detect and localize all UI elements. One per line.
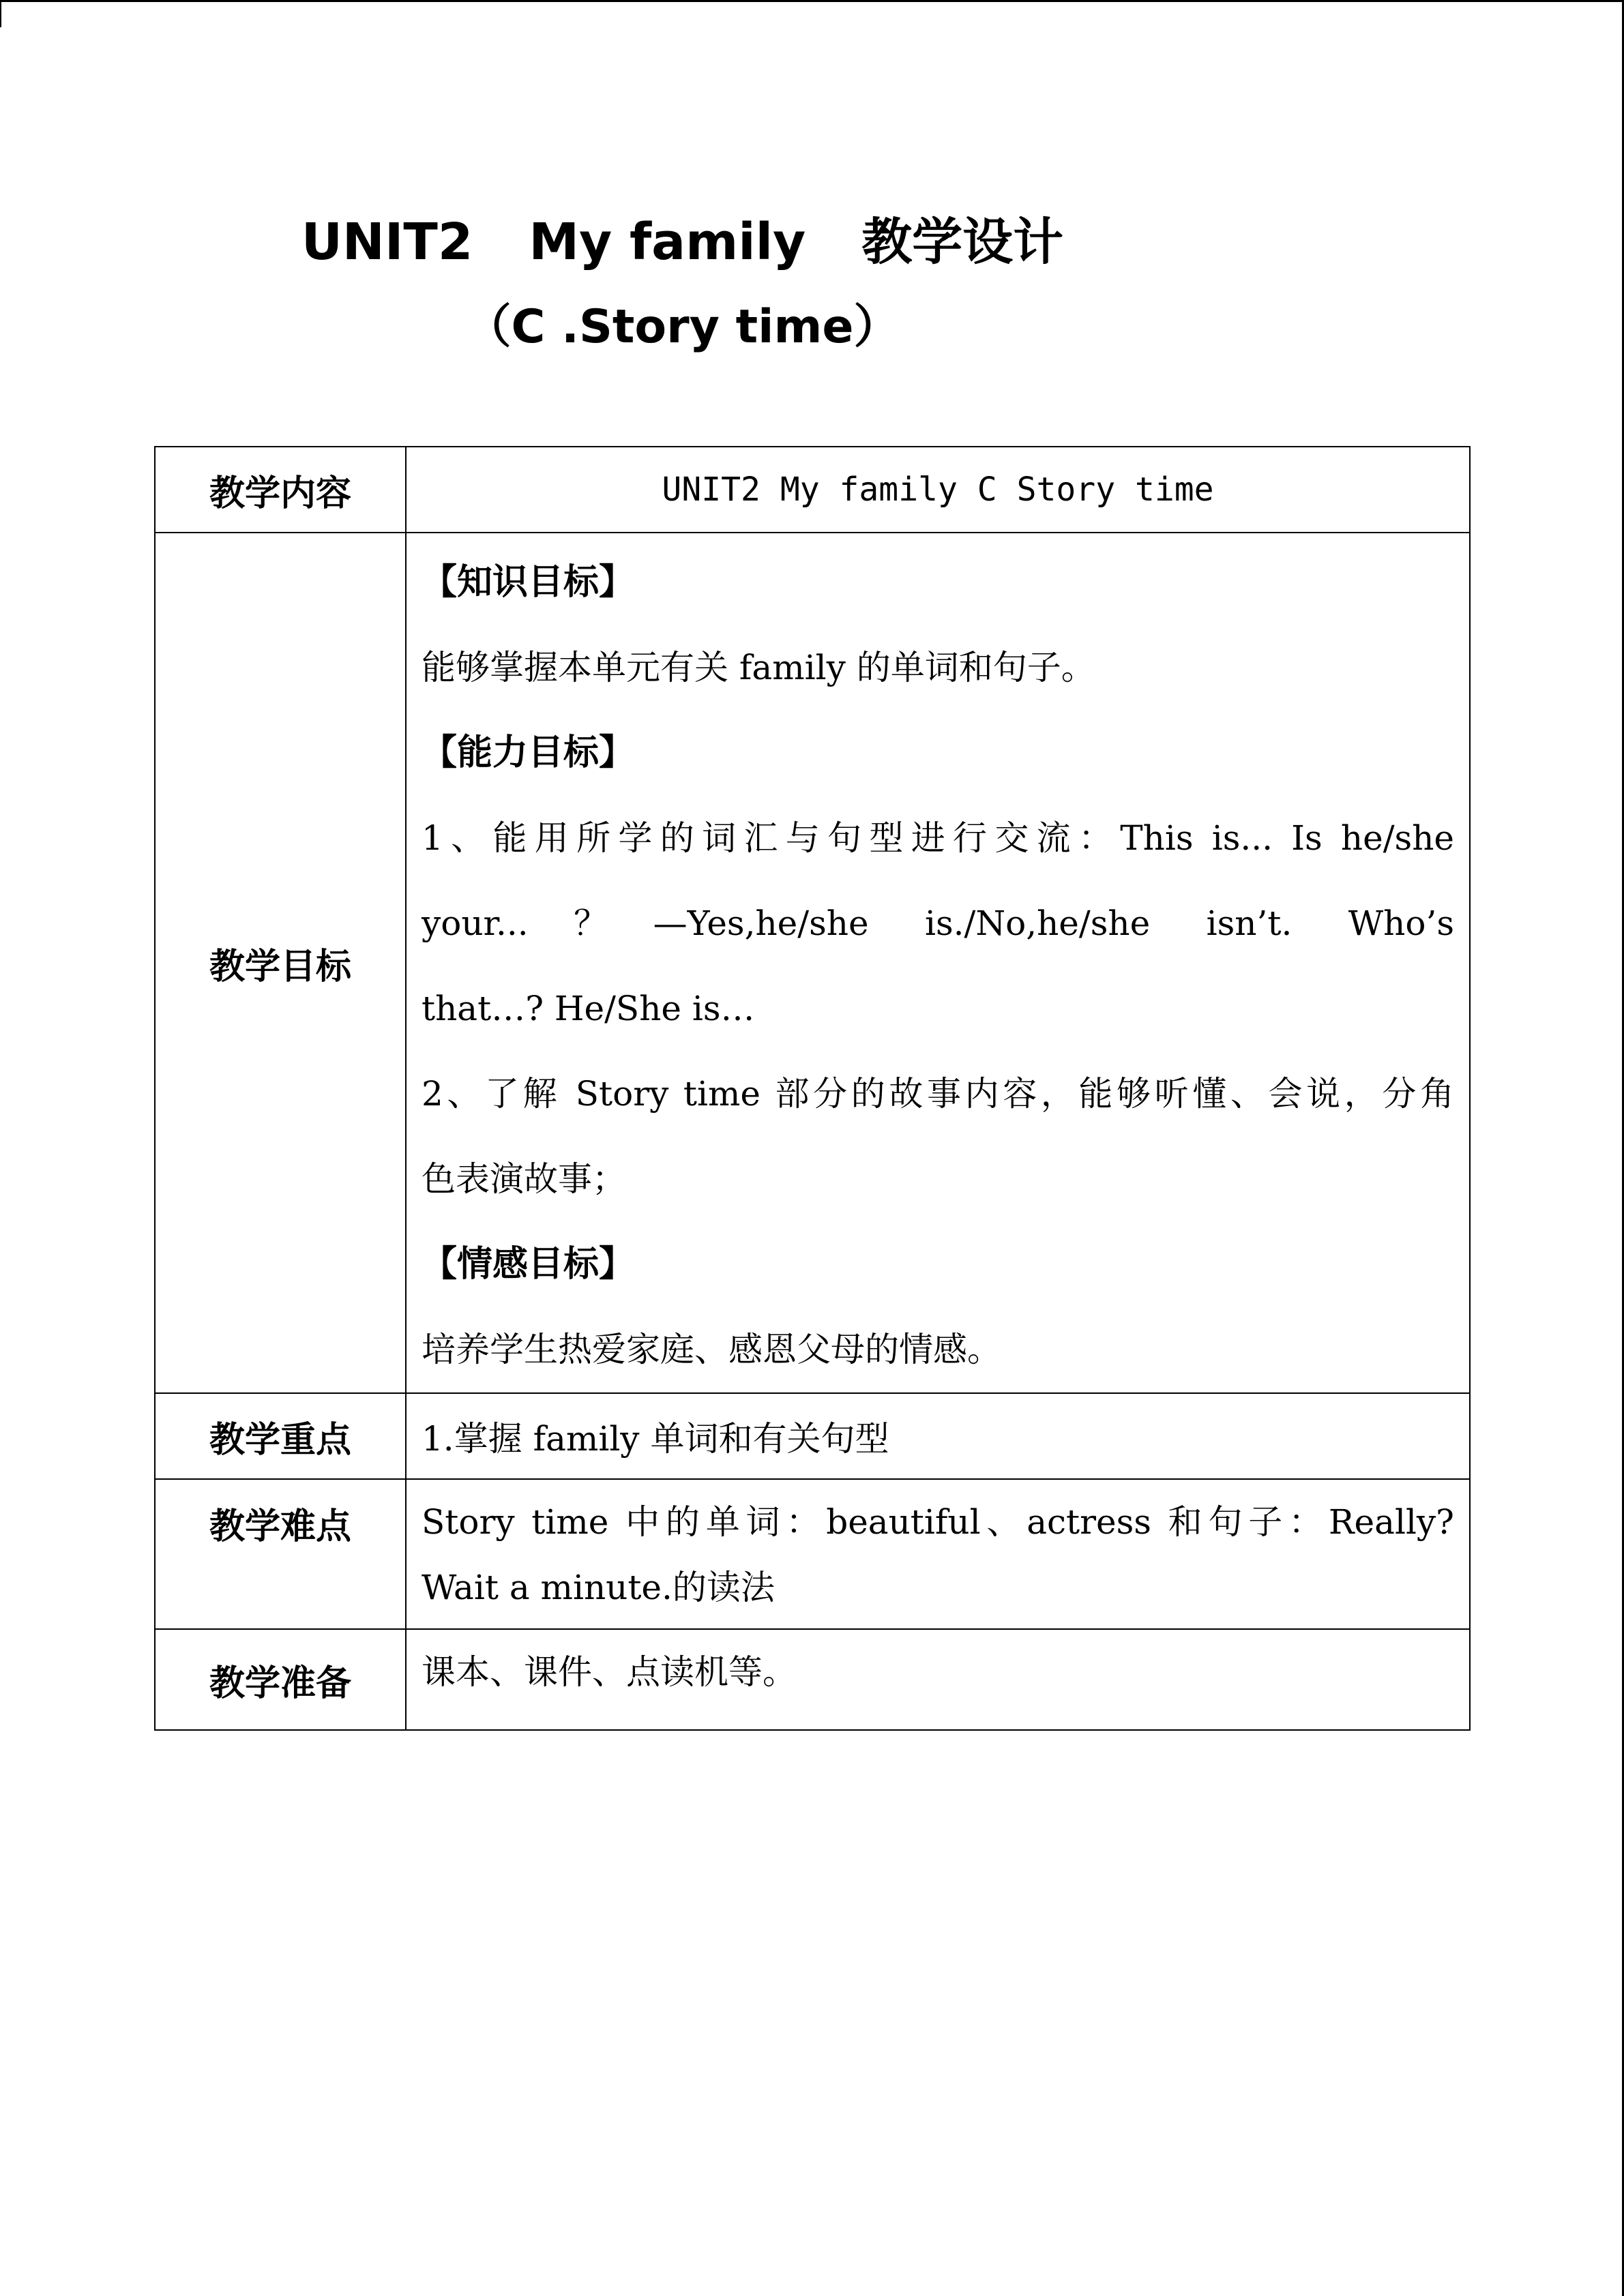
- table-row-goals: [155, 533, 1470, 1393]
- table-row-key-points: [155, 1393, 1470, 1479]
- title-subtitle: （C .Story time）: [464, 300, 900, 354]
- difficulty-line-1: Story time 中的单词：beautiful、actress 和句子：Really?: [422, 1502, 1454, 1542]
- table-row-preparation: [155, 1629, 1470, 1730]
- table-row-content: [155, 447, 1470, 533]
- ability-goal-line-3: that…? He/She is…: [422, 989, 755, 1028]
- value-difficulties: [406, 1479, 1470, 1629]
- label-difficulties: 教学难点: [155, 1479, 406, 1629]
- difficulty-line-2: Wait a minute.的读法: [422, 1568, 775, 1607]
- emotion-goal-text: 培养学生热爱家庭、感恩父母的情感。: [422, 1330, 1001, 1369]
- ability-goal-line-4: 2、了解 Story time 部分的故事内容，能够听懂、会说，分角: [422, 1074, 1454, 1114]
- ability-goal-line-5: 色表演故事；: [422, 1159, 626, 1199]
- ability-goal-heading: 【能力目标】: [422, 732, 635, 773]
- title-topic: My family: [529, 213, 806, 271]
- value-content: UNIT2 My family C Story time: [406, 447, 1470, 533]
- ability-goal-line-1: 1、能用所学的词汇与句型进行交流：This is... Is he/she: [422, 818, 1454, 858]
- page-left-border: [0, 0, 1, 27]
- table-row-difficulties: [155, 1479, 1470, 1629]
- emotion-goal-heading: 【情感目标】: [422, 1244, 635, 1285]
- document-title: [0, 198, 1624, 368]
- label-key-points: 教学重点: [155, 1393, 406, 1479]
- title-doc-type: 教学设计: [861, 213, 1064, 271]
- knowledge-goal-heading: 【知识目标】: [422, 562, 635, 603]
- title-unit: UNIT2: [301, 213, 473, 271]
- value-key-points: 1.掌握 family 单词和有关句型: [406, 1393, 1470, 1479]
- label-preparation: 教学准备: [155, 1629, 406, 1730]
- knowledge-goal-text: 能够掌握本单元有关 family 的单词和句子。: [422, 648, 1095, 687]
- lesson-plan-table: [154, 446, 1471, 1731]
- label-content: 教学内容: [155, 447, 406, 533]
- title-main: [0, 198, 1494, 286]
- label-goals: 教学目标: [155, 533, 406, 1393]
- ability-goal-line-2: your...？—Yes,he/she is./No,he/she isn’t. Who’s: [422, 904, 1454, 943]
- page-top-border: [0, 0, 1624, 2]
- value-preparation: 课本、课件、点读机等。: [406, 1629, 1470, 1730]
- value-goals: [406, 533, 1470, 1393]
